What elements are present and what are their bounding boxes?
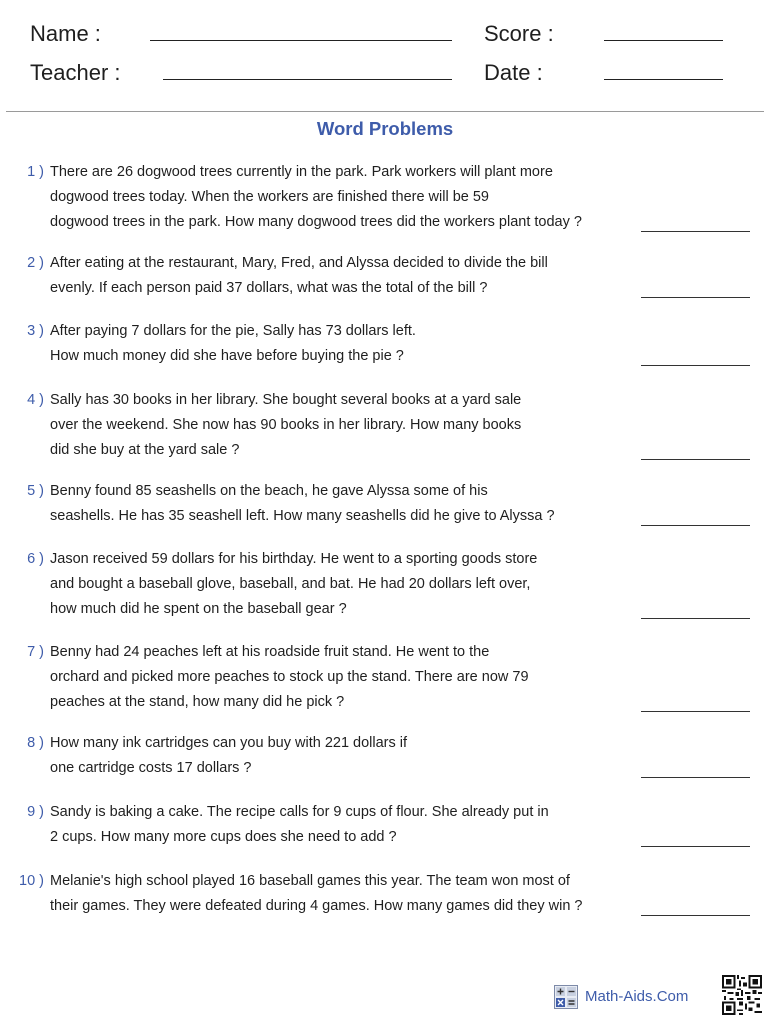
page-title: Word Problems <box>316 118 454 139</box>
date-field[interactable] <box>604 79 723 80</box>
problem-text-line: how much did he spent on the baseball gear ? <box>50 601 347 617</box>
problem-text-line: After eating at the restaurant, Mary, Fred, and Alyssa decided to divide the bill <box>50 255 548 271</box>
problem-text-line: dogwood trees in the park. How many dogwood trees did the workers plant today ? <box>50 214 582 230</box>
problem-text-line: 2 cups. How many more cups does she need to add ? <box>50 829 397 845</box>
score-field[interactable] <box>604 40 723 41</box>
qr-code-icon <box>722 975 762 1015</box>
problem-text-line: Benny had 24 peaches left at his roadside fruit stand. He went to the <box>50 644 490 660</box>
answer-line[interactable] <box>641 459 750 460</box>
problem-text-line: How many ink cartridges can you buy with 221 dollars if <box>50 735 408 751</box>
problem-number: 10 ) <box>19 873 44 889</box>
problem-text-line: How much money did she have before buying the pie ? <box>50 348 404 364</box>
problem-number: 2 ) <box>27 255 44 271</box>
problem-text-line: their games. They were defeated during 4 games. How many games did they win ? <box>50 898 583 914</box>
problem-text-line: dogwood trees today. When the workers are finished there will be 59 <box>50 189 490 205</box>
answer-line[interactable] <box>641 365 750 366</box>
problem-text-line: did she buy at the yard sale ? <box>50 442 240 458</box>
problem-text-line: one cartridge costs 17 dollars ? <box>50 760 252 776</box>
header-divider <box>6 111 764 112</box>
problem-number: 6 ) <box>27 551 44 567</box>
problem-number: 3 ) <box>27 323 44 339</box>
problem-text-line: orchard and picked more peaches to stock up the stand. There are now 79 <box>50 669 529 685</box>
teacher-label: Teacher : <box>30 60 121 85</box>
problem-text-line: over the weekend. She now has 90 books in her library. How many books <box>50 417 522 433</box>
answer-line[interactable] <box>641 297 750 298</box>
site-link[interactable]: Math-Aids.Com <box>585 988 689 1005</box>
answer-line[interactable] <box>641 231 750 232</box>
problem-text-line: There are 26 dogwood trees currently in the park. Park workers will plant more <box>50 164 553 180</box>
problem-text-line: Melanie's high school played 16 baseball games this year. The team won most of <box>50 873 570 889</box>
answer-line[interactable] <box>641 525 750 526</box>
problem-text-line: Sally has 30 books in her library. She bought several books at a yard sale <box>50 392 522 408</box>
problem-number: 9 ) <box>27 804 44 820</box>
name-field[interactable] <box>150 40 452 41</box>
problem-text-line: seashells. He has 35 seashell left. How many seashells did he give to Alyssa ? <box>50 508 555 524</box>
problem-number: 8 ) <box>27 735 44 751</box>
score-label: Score : <box>484 21 554 46</box>
problem-text-line: Jason received 59 dollars for his birthday. He went to a sporting goods store <box>50 551 538 567</box>
problem-text-line: and bought a baseball glove, baseball, and bat. He had 20 dollars left over, <box>50 576 531 592</box>
name-label: Name : <box>30 21 101 46</box>
answer-line[interactable] <box>641 618 750 619</box>
answer-line[interactable] <box>641 711 750 712</box>
answer-line[interactable] <box>641 915 750 916</box>
date-label: Date : <box>484 60 543 85</box>
problem-number: 1 ) <box>27 164 44 180</box>
problem-text-line: After paying 7 dollars for the pie, Sally has 73 dollars left. <box>50 323 416 339</box>
problem-text-line: evenly. If each person paid 37 dollars, what was the total of the bill ? <box>50 280 488 296</box>
teacher-field[interactable] <box>163 79 452 80</box>
answer-line[interactable] <box>641 777 750 778</box>
problem-number: 5 ) <box>27 483 44 499</box>
answer-line[interactable] <box>641 846 750 847</box>
problem-text-line: Benny found 85 seashells on the beach, he gave Alyssa some of his <box>50 483 488 499</box>
problem-number: 7 ) <box>27 644 44 660</box>
problem-text-line: Sandy is baking a cake. The recipe calls for 9 cups of flour. She already put in <box>50 804 549 820</box>
problem-number: 4 ) <box>27 392 44 408</box>
calculator-icon <box>554 985 578 1009</box>
problem-text-line: peaches at the stand, how many did he pick ? <box>50 694 345 710</box>
